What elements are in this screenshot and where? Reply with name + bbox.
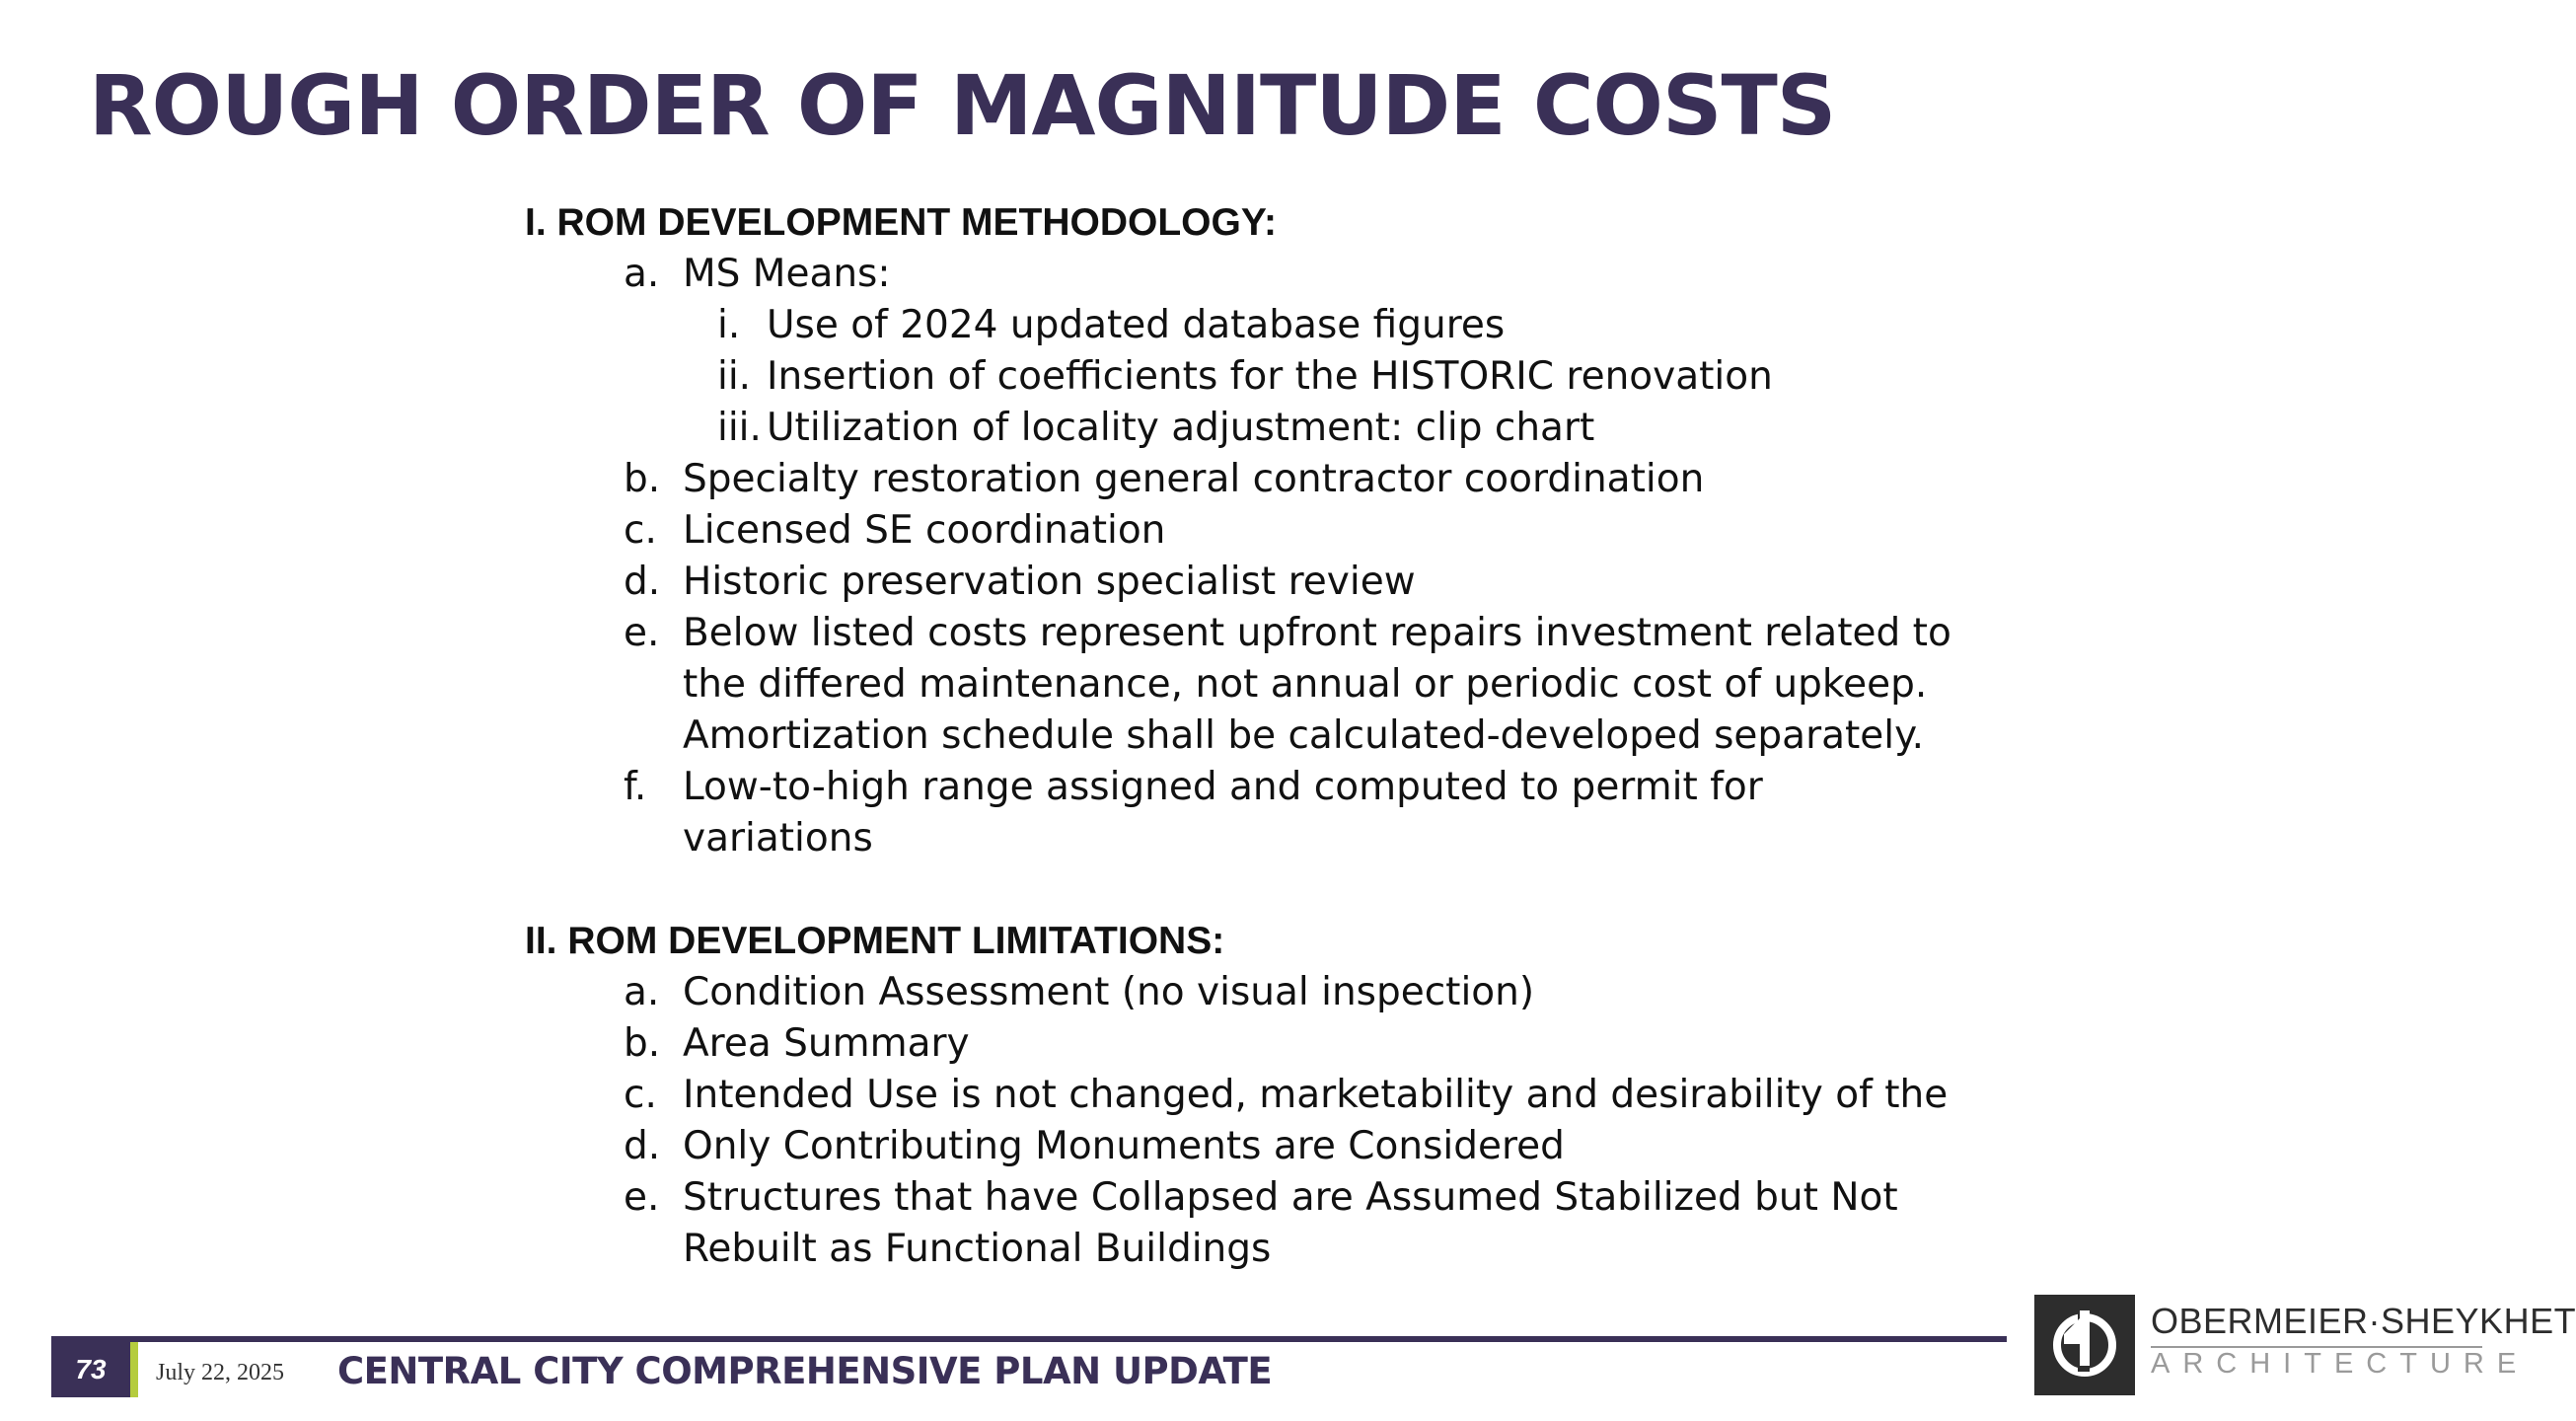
firm-subtitle: ARCHITECTURE	[2151, 1348, 2530, 1380]
list-item-text: Low-to-high range assigned and computed to permit for variations	[683, 765, 1763, 860]
slide-title: ROUGH ORDER OF MAGNITUDE COSTS	[89, 57, 1836, 154]
list-item	[525, 608, 2010, 762]
page-accent-bar	[130, 1342, 138, 1397]
list-item-text: Licensed SE coordination	[683, 508, 1166, 553]
list-item-text: Insertion of coefficients for the HISTORIC renovation	[767, 354, 1773, 399]
list-marker: b.	[624, 457, 661, 501]
list-item	[525, 249, 2064, 300]
list-marker: iii.	[717, 406, 762, 450]
list-item	[525, 967, 2064, 1018]
list-item-text: Only Contributing Monuments are Considered	[683, 1124, 1565, 1168]
firm-name: OBERMEIER·SHEYKHET	[2151, 1301, 2576, 1341]
list-marker: e.	[624, 611, 660, 655]
footer-date: July 22, 2025	[156, 1360, 285, 1385]
list-marker: c.	[624, 1073, 657, 1117]
footer-project-title: CENTRAL CITY COMPREHENSIVE PLAN UPDATE	[337, 1350, 1273, 1392]
list-item-text: Structures that have Collapsed are Assumed Stabilized but Not Rebuilt as Functional Buildings	[683, 1175, 1898, 1271]
list-item	[525, 762, 1946, 864]
list-marker: a.	[624, 252, 660, 296]
list-marker: b.	[624, 1021, 661, 1066]
list-item	[525, 1018, 2064, 1070]
list-marker: c.	[624, 508, 657, 553]
list-item-text: Below listed costs represent upfront repairs investment related to the differed maintenance, not annual or periodic cost of upkeep. Amortization schedule shall be calculated-developed separately.	[683, 611, 1951, 758]
list-marker: e.	[624, 1175, 660, 1220]
slide-body	[525, 197, 2064, 1275]
list-marker: d.	[624, 560, 661, 604]
list-item	[525, 300, 2064, 351]
section-heading-methodology: I. ROM DEVELOPMENT METHODOLOGY:	[525, 201, 1277, 244]
firm-logo-icon	[2034, 1295, 2135, 1395]
list-item	[525, 351, 2064, 403]
list-marker: a.	[624, 970, 660, 1014]
list-item-text: MS Means:	[683, 252, 891, 296]
list-item	[525, 403, 2064, 454]
list-item	[525, 505, 2064, 557]
footer-rule	[51, 1336, 2007, 1342]
list-item	[525, 1070, 2064, 1121]
list-marker: d.	[624, 1124, 661, 1168]
list-marker: f.	[624, 765, 647, 809]
page-number: 73	[51, 1342, 130, 1397]
list-item-text: Use of 2024 updated database figures	[767, 303, 1506, 347]
list-item	[525, 454, 2064, 505]
list-item	[525, 1172, 2010, 1275]
list-marker: i.	[717, 303, 741, 347]
list-item	[525, 557, 2064, 608]
list-item-text: Intended Use is not changed, marketability and desirability of the	[683, 1073, 1949, 1117]
list-item	[525, 1121, 2064, 1172]
list-item-text: Utilization of locality adjustment: clip chart	[767, 406, 1595, 450]
list-item-text: Area Summary	[683, 1021, 970, 1066]
list-item-text: Condition Assessment (no visual inspection)	[683, 970, 1535, 1014]
list-item-text: Historic preservation specialist review	[683, 560, 1416, 604]
list-marker: ii.	[717, 354, 752, 399]
list-item-text: Specialty restoration general contractor coordination	[683, 457, 1705, 501]
section-heading-limitations: II. ROM DEVELOPMENT LIMITATIONS:	[525, 920, 1225, 962]
